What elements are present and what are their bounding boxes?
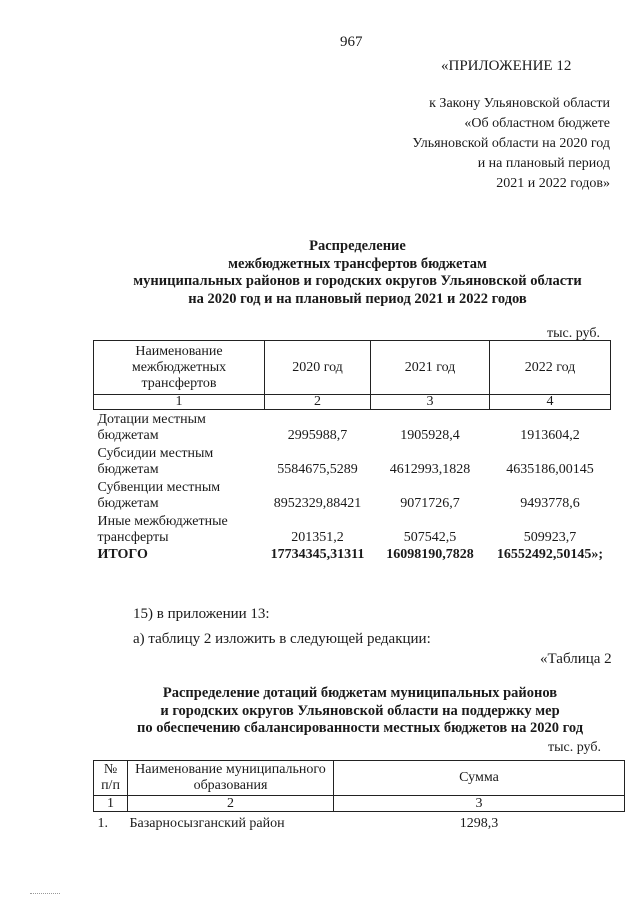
column-number: 3 bbox=[371, 395, 490, 410]
column-number: 2 bbox=[265, 395, 371, 410]
table2-title bbox=[100, 685, 620, 738]
law-reference-line: 2021 и 2022 годов» bbox=[496, 176, 610, 191]
table-row bbox=[94, 812, 625, 833]
value-2020: 8952329,88421 bbox=[273, 496, 362, 511]
law-reference bbox=[330, 94, 610, 194]
table1-unit: тыс. руб. bbox=[547, 326, 600, 341]
column-number: 1 bbox=[94, 395, 265, 410]
header-municipality: Наименование муниципального образования bbox=[128, 761, 334, 796]
row-name bbox=[94, 444, 265, 478]
column-number: 2 bbox=[128, 796, 334, 812]
table-row bbox=[94, 410, 611, 445]
table-header-row bbox=[94, 761, 625, 796]
value-2022: 509923,7 bbox=[523, 530, 577, 545]
table-header-row bbox=[94, 341, 611, 395]
row-name-line: Иные межбюджетные bbox=[97, 514, 228, 529]
table1-title bbox=[80, 238, 635, 308]
row-name-line: трансферты bbox=[97, 530, 169, 545]
law-reference-line: к Закону Ульяновской области bbox=[429, 96, 610, 111]
value-2022: 1913604,2 bbox=[520, 428, 580, 443]
table2-unit: тыс. руб. bbox=[548, 740, 601, 755]
value-2021: 4612993,1828 bbox=[389, 462, 471, 477]
municipality-name: Базарносызганский район bbox=[129, 816, 285, 831]
value-2021: 9071726,7 bbox=[400, 496, 460, 511]
row-name-line: Дотации местным bbox=[97, 412, 206, 427]
total-2020: 17734345,31311 bbox=[270, 547, 365, 562]
value-2022: 9493778,6 bbox=[520, 496, 580, 511]
paragraph-amendment: 15) в приложении 13: bbox=[133, 606, 270, 622]
law-reference-line: «Об областном бюджете bbox=[464, 116, 610, 131]
table2-title-line: Распределение дотаций бюджетам муниципальных районов bbox=[162, 685, 558, 701]
value-2021: 1905928,4 bbox=[400, 428, 460, 443]
table1-title-line: на 2020 год и на плановый период 2021 и 2022 годов bbox=[188, 290, 527, 307]
row-name bbox=[94, 410, 265, 445]
column-number-row bbox=[94, 395, 611, 410]
table-row bbox=[94, 512, 611, 546]
transfers-table bbox=[93, 340, 611, 563]
header-name: Наименование межбюджетных трансфертов bbox=[94, 341, 265, 395]
value-2022: 4635186,00145 bbox=[506, 462, 594, 477]
subsidies-table bbox=[93, 760, 625, 832]
value-2020: 201351,2 bbox=[291, 530, 344, 545]
header-number-line: № bbox=[103, 762, 118, 777]
row-name-line: бюджетам bbox=[97, 428, 159, 443]
total-2022: 16552492,50145»; bbox=[496, 547, 604, 562]
appendix-title: «ПРИЛОЖЕНИЕ 12 bbox=[441, 58, 572, 74]
header-2022: 2022 год bbox=[490, 341, 611, 395]
row-name-line: бюджетам bbox=[97, 496, 159, 511]
row-name bbox=[94, 478, 265, 512]
table1-title-line: Распределение bbox=[309, 238, 406, 254]
total-label: ИТОГО bbox=[97, 547, 148, 562]
row-name-line: Субсидии местным bbox=[97, 446, 214, 461]
table1-title-line: межбюджетных трансфертов бюджетам bbox=[228, 255, 487, 272]
header-2021: 2021 год bbox=[371, 341, 490, 395]
header-number bbox=[94, 761, 128, 796]
table-row bbox=[94, 478, 611, 512]
paragraph-instruction: а) таблицу 2 изложить в следующей редакции: bbox=[133, 631, 431, 647]
total-row bbox=[94, 546, 611, 563]
footer-mark bbox=[30, 893, 60, 894]
row-name-line: бюджетам bbox=[97, 462, 159, 477]
table-row bbox=[94, 444, 611, 478]
row-number: 1. bbox=[97, 816, 108, 831]
column-number-row bbox=[94, 796, 625, 812]
value-2020: 2995988,7 bbox=[287, 428, 348, 443]
row-name bbox=[94, 512, 265, 546]
column-number: 3 bbox=[334, 796, 625, 812]
value-2021: 507542,5 bbox=[403, 530, 457, 545]
header-number-line: п/п bbox=[101, 778, 120, 793]
table2-title-line: и городских округов Ульяновской области на поддержку мер bbox=[160, 702, 560, 719]
column-number: 1 bbox=[94, 796, 128, 812]
row-sum: 1298,3 bbox=[459, 816, 499, 831]
page-number: 967 bbox=[340, 34, 363, 50]
law-reference-line: Ульяновской области на 2020 год bbox=[412, 136, 610, 151]
column-number: 4 bbox=[490, 395, 611, 410]
header-2020: 2020 год bbox=[265, 341, 371, 395]
header-sum: Сумма bbox=[334, 761, 625, 796]
table2-reference: «Таблица 2 bbox=[540, 651, 612, 667]
row-name-line: Субвенции местным bbox=[97, 480, 221, 495]
table2-title-line: по обеспечению сбалансированности местных бюджетов на 2020 год bbox=[136, 720, 584, 736]
value-2020: 5584675,5289 bbox=[277, 462, 358, 477]
table1-title-line: муниципальных районов и городских округов Ульяновской области bbox=[133, 273, 582, 289]
total-2021: 16098190,7828 bbox=[386, 547, 474, 562]
law-reference-line: и на плановый период bbox=[477, 156, 610, 171]
